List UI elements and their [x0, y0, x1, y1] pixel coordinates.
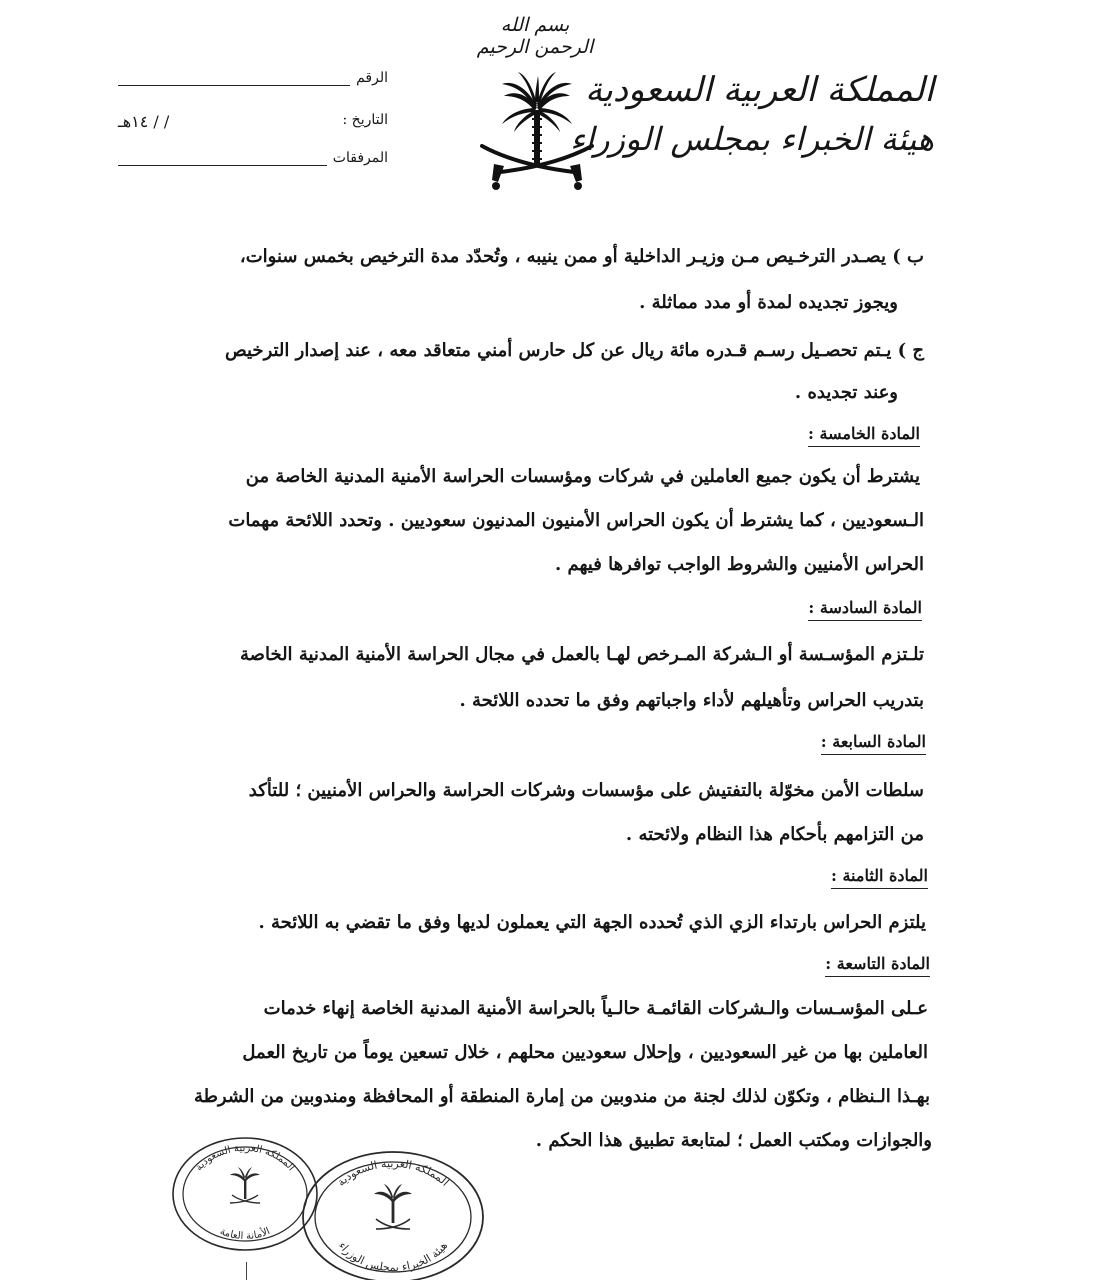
reference-number-field — [118, 70, 388, 86]
attachments-line — [118, 153, 327, 166]
article-8-line-1: يلتزم الحراس بارتداء الزي الذي تُحدده الجهة التي يعملون لديها وفق ما تقضي به اللائحة . — [258, 912, 926, 933]
clause-b-line-2: ويجوز تجديده لمدة أو مدد مماثلة . — [639, 292, 898, 313]
svg-text:هيئة الخبراء بمجلس الوزراء — [336, 1239, 450, 1274]
reference-number-line — [118, 73, 350, 86]
date-field — [118, 112, 388, 131]
experts-commission-seal-stamp — [298, 1147, 488, 1280]
article-9-line-2: العاملين بها من غير السعوديين ، وإحلال سعوديين محلهم ، خلال تسعين يوماً من تاريخ العمل — [242, 1042, 928, 1063]
article-5-heading: المادة الخامسة : — [808, 424, 920, 447]
date-value: / / ١٤هـ — [118, 112, 170, 131]
article-9-line-4: والجوازات ومكتب العمل ؛ لمتابعة تطبيق هذا الحكم . — [535, 1130, 932, 1151]
attachments-field — [118, 150, 388, 166]
org-name-experts-commission: هيئة الخبراء بمجلس الوزراء — [570, 120, 934, 158]
article-6-line-1: تلـتزم المؤسـسة أو الـشركة المـرخص لهـا بالعمل في مجال الحراسة الأمنية المدنية الخاصة — [240, 644, 924, 665]
attachments-label: المرفقات — [332, 150, 388, 166]
article-6-line-2: بتدريب الحراس وتأهيلهم لأداء واجباتهم وفق ما تحدده اللائحة . — [459, 690, 924, 711]
reference-number-label: الرقم — [356, 70, 388, 86]
article-7-heading: المادة السابعة : — [821, 732, 926, 755]
clause-b-line-1: ب ) يصـدر الترخـيص مـن وزيـر الداخلية أو ممن ينيبه ، وتُحدّد مدة الترخيص بخمس سنوات، — [239, 246, 924, 267]
stamp-1-top-text: المملكة العربية السعودية — [193, 1142, 297, 1174]
basmala-calligraphy: بسم الله الرحمن الرحيم — [476, 14, 594, 58]
svg-text:المملكة العربية السعودية — [193, 1143, 296, 1173]
org-name-kingdom: المملكة العربية السعودية — [585, 70, 934, 110]
article-7-line-2: من التزامهم بأحكام هذا النظام ولائحته . — [625, 824, 924, 845]
article-5-line-2: الـسعوديين ، كما يشترط أن يكون الحراس الأمنيون المدنيون سعوديين . وتحدد اللائحة مهمات — [228, 510, 924, 531]
article-9-line-1: عـلى المؤسـسات والـشركات القائمـة حالـياً بالحراسة الأمنية المدنية الخاصة إنهاء خدمات — [263, 998, 928, 1019]
article-6-heading: المادة السادسة : — [808, 598, 922, 621]
article-9-line-3: بهـذا الـنظام ، وتكوّن لذلك لجنة من مندوبين من إمارة المنطقة أو المحافظة ومندوبين من الشرطة — [193, 1086, 930, 1107]
article-5-line-1: يشترط أن يكون جميع العاملين في شركات ومؤسسات الحراسة الأمنية المدنية الخاصة من — [245, 466, 920, 487]
svg-text:المملكة العربية السعودية — [335, 1157, 452, 1189]
article-9-heading: المادة التاسعة : — [825, 954, 930, 977]
article-5-line-3: الحراس الأمنيين والشروط الواجب توافرها فيهم . — [554, 554, 924, 575]
svg-text:الأمانة العامة — [218, 1226, 272, 1242]
date-label: التاريخ : — [342, 112, 388, 128]
stamp-1-bottom-text: الأمانة العامة — [218, 1226, 272, 1243]
stamp-2-bottom-text: هيئة الخبراء بمجلس الوزراء — [335, 1239, 451, 1274]
article-7-line-1: سلطات الأمن مخوّلة بالتفتيش على مؤسسات وشركات الحراسة والحراس الأمنيين ؛ للتأكد — [248, 780, 924, 801]
article-8-heading: المادة الثامنة : — [831, 866, 928, 889]
clause-c-line-2: وعند تجديده . — [794, 382, 898, 403]
stamp-2-top-text: المملكة العربية السعودية — [334, 1156, 452, 1189]
clause-c-line-1: ج ) يـتم تحصـيل رسـم قـدره مائة ريال عن كل حارس أمني متعاقد معه ، عند إصدار الترخيص — [224, 340, 924, 361]
scan-artifact-mark — [246, 1262, 247, 1280]
